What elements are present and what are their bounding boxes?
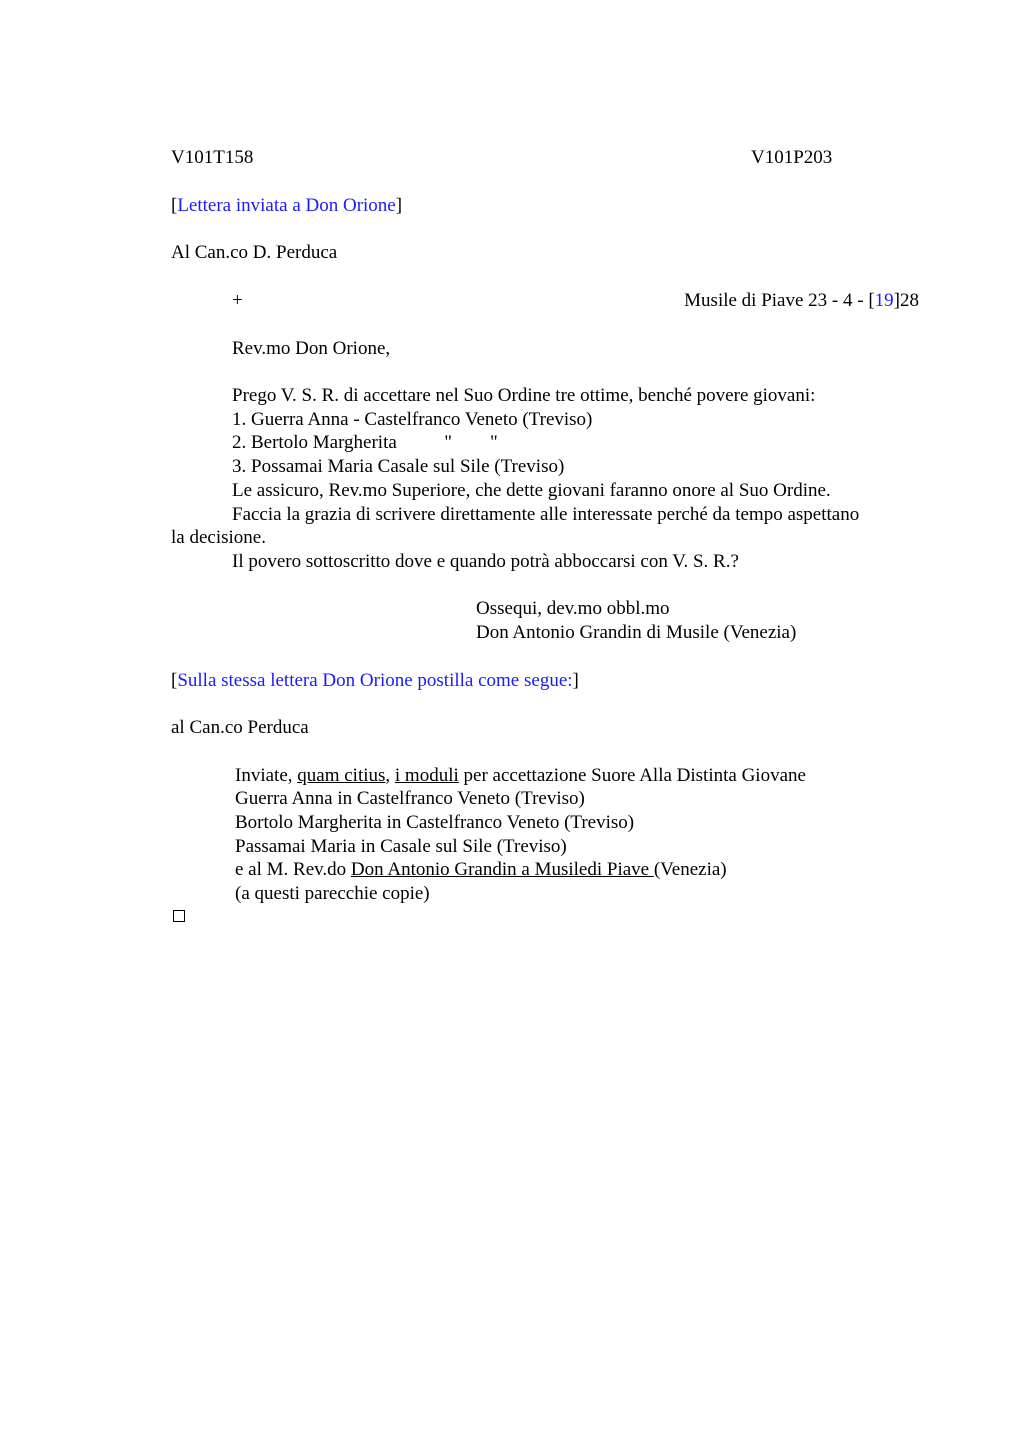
body-line: la decisione. [171,527,266,548]
date-insert: 19 [874,290,894,311]
postil-line: Passamai Maria in Casale sul Sile (Treviso) [235,836,567,857]
editor-note-1-text: Lettera inviata a Don Orione [177,195,396,216]
postil-text: , [385,765,395,786]
postil-underlined: Don Antonio Grandin a Musiledi Piave [350,859,654,880]
postil-line: Bortolo Margherita in Castelfranco Veneto (Treviso) [235,812,635,833]
document-code-right: V101P203 [751,147,833,168]
cross-symbol: + [232,290,243,311]
address-2: al Can.co Perduca [171,717,309,738]
postil-line [235,764,806,788]
closing: Ossequi, dev.mo obbl.mo [476,598,670,619]
postil-underlined: quam citius [297,765,386,786]
body-line: Le assicuro, Rev.mo Superiore, che dette giovani faranno onore al Suo Ordine. [232,480,831,501]
body-line: 3. Possamai Maria Casale sul Sile (Treviso) [232,456,565,477]
document-code-left: V101T158 [171,147,254,168]
postil-line [235,858,727,882]
bracket-open: [ [171,195,178,216]
body-line: Il povero sottoscritto dove e quando potrà abboccarsi con V. S. R.? [232,551,739,572]
postil-underlined: i moduli [394,765,459,786]
body-line: 1. Guerra Anna - Castelfranco Veneto (Treviso) [232,409,593,430]
body-line: Faccia la grazia di scrivere direttamente alle interessate perché da tempo aspettano [232,504,860,525]
postil-line: Guerra Anna in Castelfranco Veneto (Treviso) [235,788,585,809]
postil-text: Inviate, [235,765,298,786]
body-line: Prego V. S. R. di accettare nel Suo Ordine tre ottime, benché povere giovani: [232,385,816,406]
bracket-close: ] [395,195,403,216]
signature: Don Antonio Grandin di Musile (Venezia) [476,622,797,643]
place-date [684,289,919,313]
date-end: ]28 [893,290,919,311]
postil-text: (Venezia) [653,859,727,880]
salutation: Rev.mo Don Orione, [232,338,391,359]
editor-note-1 [171,194,402,218]
postil-text: per accettazione Suore Alla Distinta Giovane [458,765,806,786]
postil-text: e al M. Rev.do [235,859,351,880]
postil-line: (a questi parecchie copie) [235,883,430,904]
bracket-close: ] [572,670,579,691]
body-line: 2. Bertolo Margherita " " [232,432,498,453]
address-1: Al Can.co D. Perduca [171,242,338,263]
bracket-open: [ [171,670,178,691]
end-mark-square-icon [173,910,185,922]
editor-note-2-text: Sulla stessa lettera Don Orione postilla come segue: [177,670,573,691]
editor-note-2 [171,669,579,693]
place-date-text: Musile di Piave 23 - 4 - [ [684,290,875,311]
